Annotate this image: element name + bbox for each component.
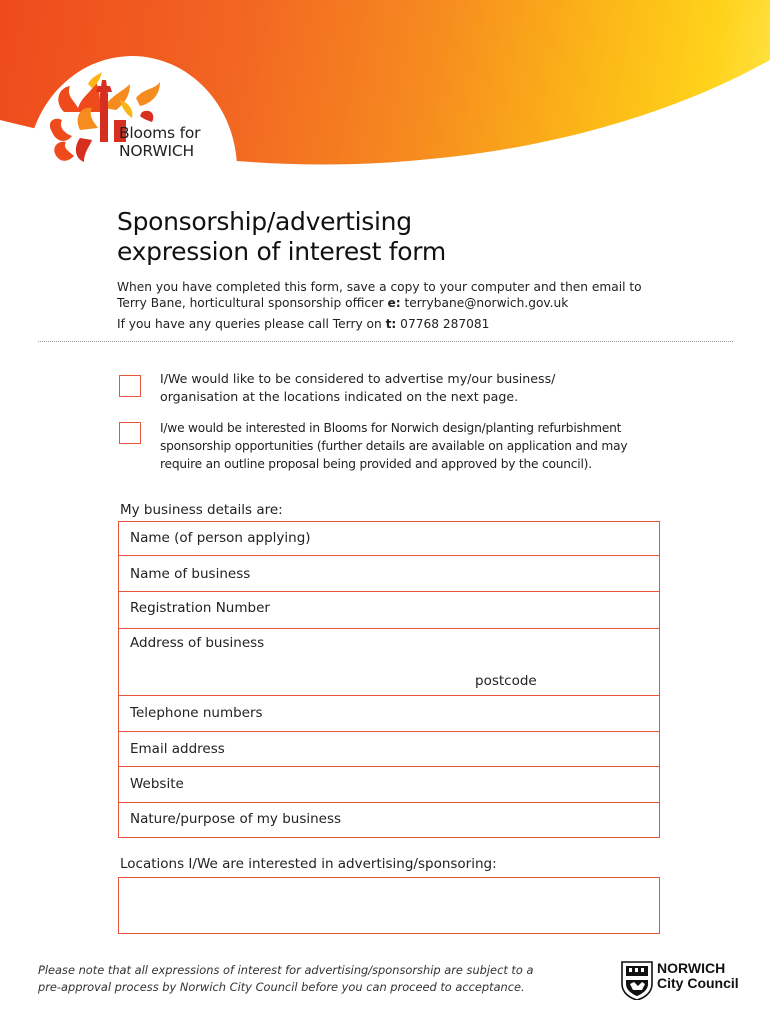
website-field[interactable] <box>119 767 659 803</box>
postcode-label: postcode <box>475 673 537 689</box>
address-label: Address of business <box>130 635 265 651</box>
queries-line <box>117 317 489 331</box>
footer-note-line-1: Please note that all expressions of interest for advertising/sponsorship are subject to a <box>38 963 534 977</box>
business-details-heading: My business details are: <box>120 502 283 518</box>
intro-paragraph <box>117 279 677 311</box>
email-link[interactable]: terrybane@norwich.gov.uk <box>400 296 569 310</box>
website-label: Website <box>130 776 184 792</box>
queries-text: If you have any queries please call Terry on <box>117 317 386 331</box>
telephone-field[interactable] <box>119 696 659 732</box>
phone-label: t: <box>385 317 397 331</box>
intro-line-1: When you have completed this form, save a copy to your computer and then email to <box>117 280 642 294</box>
logo-text <box>119 124 200 160</box>
name-field-label: Name (of person applying) <box>130 530 311 546</box>
intro-line-2 <box>117 295 677 311</box>
sponsorship-option-line-1: I/we would be interested in Blooms for Norwich design/planting refurbishment <box>160 421 622 435</box>
nature-of-business-label: Nature/purpose of my business <box>130 811 342 827</box>
locations-heading: Locations I/We are interested in advertising/sponsoring: <box>120 856 497 872</box>
advertise-option-line-2: organisation at the locations indicated on the next page. <box>160 389 519 404</box>
telephone-label: Telephone numbers <box>130 705 263 721</box>
footer-note <box>38 962 578 996</box>
sponsorship-option-line-3: require an outline proposal being provided and approved by the council). <box>160 457 592 471</box>
phone-number: 07768 287081 <box>396 317 490 331</box>
title-line-1: Sponsorship/advertising <box>117 207 412 236</box>
email-label: e: <box>387 296 401 310</box>
logo-line-1: Blooms for <box>119 124 201 142</box>
council-name-line-1: NORWICH <box>657 960 726 976</box>
registration-number-label: Registration Number <box>130 600 270 616</box>
nature-of-business-field[interactable] <box>119 803 659 837</box>
title-line-2: expression of interest form <box>117 237 446 266</box>
business-details-table <box>118 521 660 838</box>
footer-note-line-2: pre-approval process by Norwich City Council before you can proceed to acceptance. <box>38 980 525 994</box>
council-name-line-2: City Council <box>657 975 739 991</box>
dotted-divider <box>38 341 733 342</box>
sponsorship-checkbox[interactable] <box>119 422 141 444</box>
advertise-option-line-1: I/We would like to be considered to advertise my/our business/ <box>160 371 556 386</box>
business-name-label: Name of business <box>130 566 251 582</box>
advertise-checkbox[interactable] <box>119 375 141 397</box>
name-field[interactable] <box>119 522 659 556</box>
email-field[interactable] <box>119 732 659 767</box>
logo-line-2: NORWICH <box>119 142 194 160</box>
registration-number-field[interactable] <box>119 592 659 629</box>
email-label-field: Email address <box>130 741 225 757</box>
locations-field[interactable] <box>118 877 660 934</box>
page-title <box>117 207 446 267</box>
intro-line-2-text: Terry Bane, horticultural sponsorship officer <box>117 296 388 310</box>
business-name-field[interactable] <box>119 556 659 592</box>
sponsorship-option-text <box>160 419 670 473</box>
advertise-option-text <box>160 370 670 406</box>
address-field[interactable] <box>119 629 659 696</box>
council-name <box>657 961 739 991</box>
sponsorship-option-line-2: sponsorship opportunities (further details are available on application and may <box>160 439 628 453</box>
